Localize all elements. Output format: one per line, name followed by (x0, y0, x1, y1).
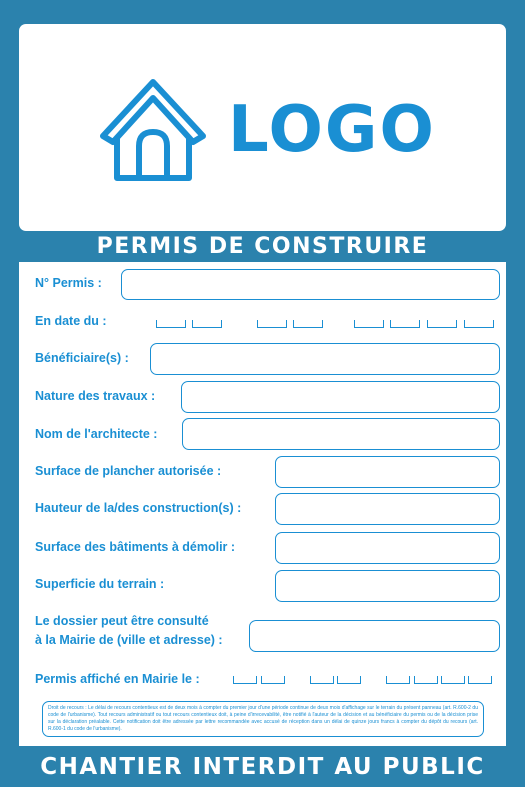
surface-demolir-label: Surface des bâtiments à démolir : (35, 540, 236, 554)
date-digit-slot[interactable] (354, 320, 384, 328)
surface-plancher-field[interactable] (275, 456, 500, 488)
nature-travaux-field[interactable] (181, 381, 500, 413)
date-digit-slot[interactable] (441, 676, 465, 684)
date-digit-slot[interactable] (293, 320, 323, 328)
page-title: PERMIS DE CONSTRUIRE (96, 234, 429, 259)
affiche-mairie-label: Permis affiché en Mairie le : (35, 672, 200, 686)
date-digit-slot[interactable] (156, 320, 186, 328)
date-digit-slot[interactable] (261, 676, 285, 684)
date-digit-slot[interactable] (310, 676, 334, 684)
dossier-label-line2: à la Mairie de (ville et adresse) : (35, 633, 223, 647)
house-icon (97, 76, 209, 184)
beneficiaire-field[interactable] (150, 343, 500, 375)
date-digit-slot[interactable] (192, 320, 222, 328)
superficie-terrain-label: Superficie du terrain : (35, 577, 165, 591)
architecte-label: Nom de l'architecte : (35, 427, 158, 441)
date-label: En date du : (35, 314, 107, 328)
permis-number-field[interactable] (121, 269, 500, 300)
chantier-interdit-banner: CHANTIER INTERDIT AU PUBLIC (40, 754, 485, 780)
date-digit-slot[interactable] (233, 676, 257, 684)
droit-recours-notice: Droit de recours : Le délai de recours contentieux est de deux mois à compter du premier jour d'une période continue de deux mois d'affichage sur le terrain du présent panneau (art. R.600-2 du code de l'urbanisme). Tout recours administratif ou tout recours contentieux doit, à peine d'irrecevabilité, être notifié à l'auteur de la décision et au bénéficiaire du permis ou de la décision prise sur la déclaration préalable. Cette notification doit être adressée par lettre recommandée avec accusé de réception dans un délai de quinze jours francs à compter du dépôt du recours (art. R.600-1 du code de l'urbanisme). (42, 701, 484, 737)
superficie-terrain-field[interactable] (275, 570, 500, 602)
date-digit-slot[interactable] (464, 320, 494, 328)
permis-number-label: N° Permis : (35, 276, 102, 290)
date-digit-slot[interactable] (386, 676, 410, 684)
date-digit-slot[interactable] (427, 320, 457, 328)
hauteur-field[interactable] (275, 493, 500, 525)
surface-plancher-label: Surface de plancher autorisée : (35, 464, 222, 478)
date-digit-slot[interactable] (468, 676, 492, 684)
date-digit-slot[interactable] (257, 320, 287, 328)
surface-demolir-field[interactable] (275, 532, 500, 564)
logo-text: LOGO (228, 93, 436, 167)
architecte-field[interactable] (182, 418, 500, 450)
date-digit-slot[interactable] (390, 320, 420, 328)
beneficiaire-label: Bénéficiaire(s) : (35, 351, 129, 365)
date-digit-slot[interactable] (337, 676, 361, 684)
dossier-mairie-field[interactable] (249, 620, 500, 652)
date-digit-slot[interactable] (414, 676, 438, 684)
dossier-label-line1: Le dossier peut être consulté (35, 614, 209, 628)
nature-travaux-label: Nature des travaux : (35, 389, 156, 403)
hauteur-label: Hauteur de la/des construction(s) : (35, 501, 242, 515)
